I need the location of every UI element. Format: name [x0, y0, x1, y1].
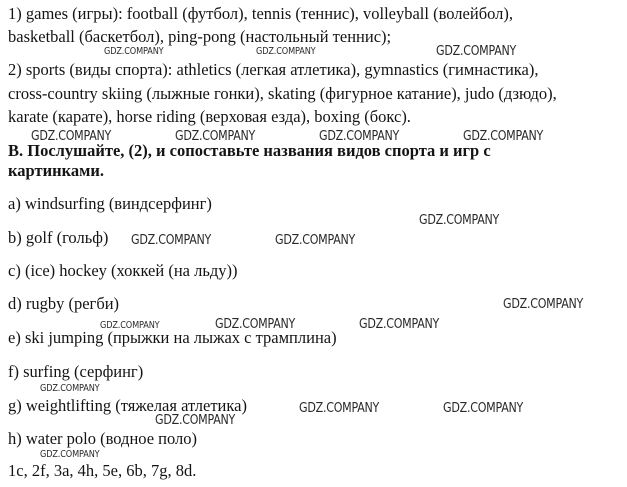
- watermark: GDZ.COMPANY: [299, 400, 380, 416]
- watermark: GDZ.COMPANY: [436, 43, 517, 59]
- watermark: GDZ.COMPANY: [31, 128, 112, 144]
- item-g: g) weightlifting (тяжелая атлетика): [8, 396, 247, 415]
- item-d: d) rugby (регби): [8, 294, 120, 313]
- watermark: GDZ.COMPANY: [256, 46, 316, 57]
- sports-line-1: 2) sports (виды спорта): athletics (легкая атлетика), gymnastics (гимнастика),: [8, 60, 539, 79]
- item-a: a) windsurfing (виндсерфинг): [8, 194, 212, 213]
- games-line-2: basketball (баскетбол), ping-pong (настольный теннис);: [8, 27, 392, 46]
- watermark: GDZ.COMPANY: [463, 128, 544, 144]
- sports-line-2: cross-country skiing (лыжные гонки), skating (фигурное катание), judo (дзюдо),: [8, 84, 557, 103]
- watermark: GDZ.COMPANY: [155, 412, 236, 428]
- item-h: h) water polo (водное поло): [8, 429, 198, 448]
- task-heading-line-1: B. Послушайте, (2), и сопоставьте названия видов спорта и игр с: [8, 141, 491, 160]
- watermark: GDZ.COMPANY: [100, 320, 160, 331]
- item-e: e) ski jumping (прыжки на лыжах с трамплина): [8, 328, 337, 347]
- item-f: f) surfing (серфинг): [8, 362, 144, 381]
- answer-key: 1c, 2f, 3a, 4h, 5e, 6b, 7g, 8d.: [8, 461, 197, 480]
- item-c: c) (ice) hockey (хоккей (на льду)): [8, 261, 238, 280]
- watermark: GDZ.COMPANY: [175, 128, 256, 144]
- watermark: GDZ.COMPANY: [40, 449, 100, 460]
- watermark: GDZ.COMPANY: [131, 232, 212, 248]
- watermark: GDZ.COMPANY: [104, 46, 164, 57]
- task-heading-line-2: картинками.: [8, 161, 104, 180]
- watermark: GDZ.COMPANY: [319, 128, 400, 144]
- watermark: GDZ.COMPANY: [359, 316, 440, 332]
- watermark: GDZ.COMPANY: [419, 212, 500, 228]
- sports-line-3: karate (карате), horse riding (верховая езда), boxing (бокс).: [8, 107, 411, 126]
- watermark: GDZ.COMPANY: [443, 400, 524, 416]
- watermark: GDZ.COMPANY: [503, 296, 584, 312]
- watermark: GDZ.COMPANY: [40, 383, 100, 394]
- watermark: GDZ.COMPANY: [275, 232, 356, 248]
- watermark: GDZ.COMPANY: [215, 316, 296, 332]
- games-line-1: 1) games (игры): football (футбол), tennis (теннис), volleyball (волейбол),: [8, 4, 513, 23]
- item-b: b) golf (гольф): [8, 228, 109, 247]
